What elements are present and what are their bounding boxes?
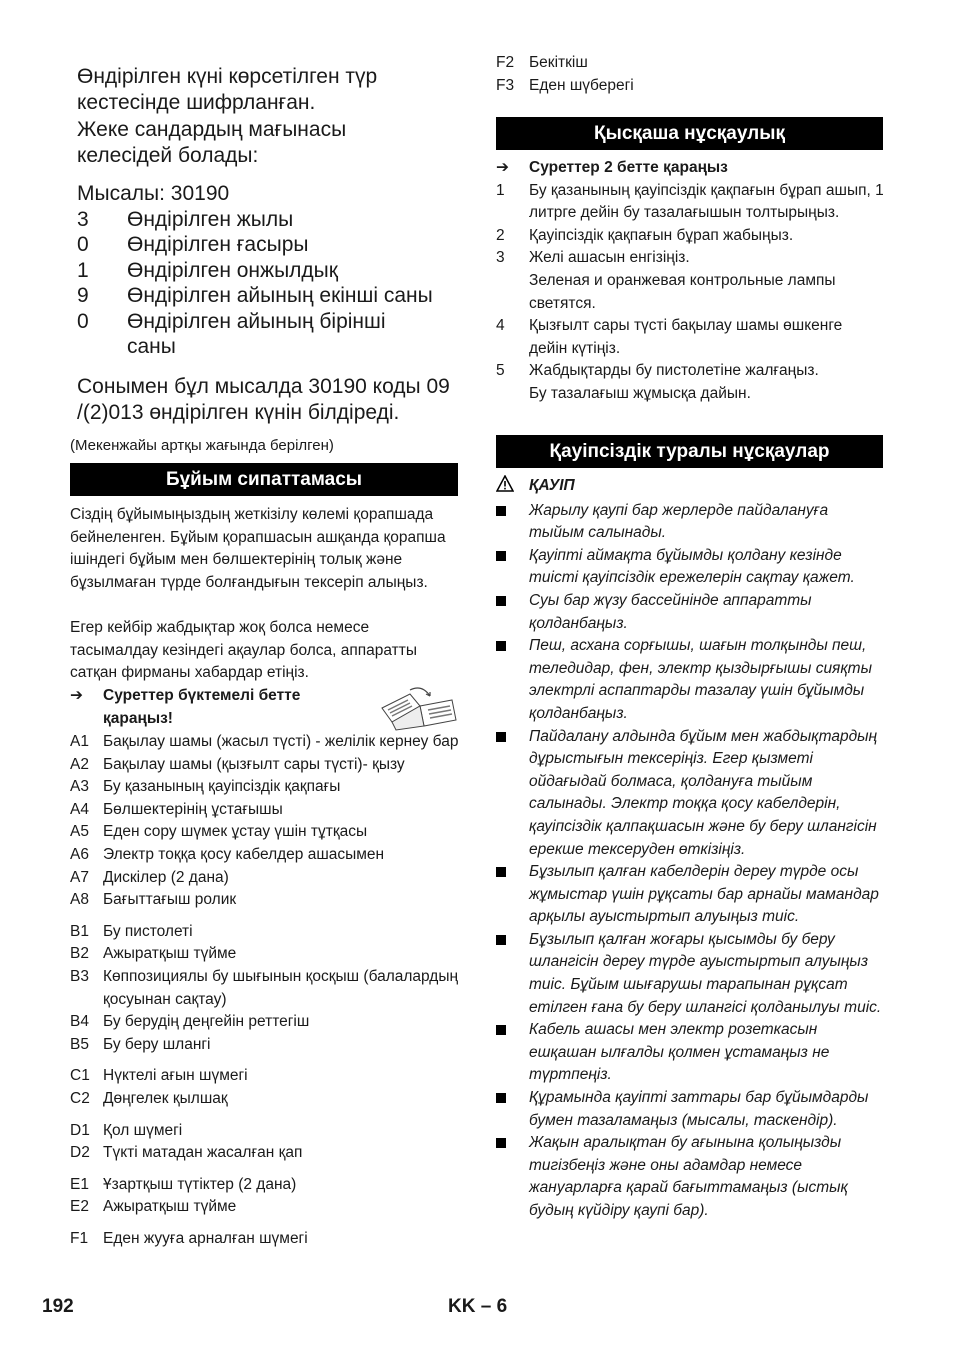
list-gap [70,1056,460,1065]
list-item [70,754,460,777]
date-code-row: 0 Өндірілген айының бірінші саны [77,309,386,358]
step-item [496,247,884,270]
date-code-row: 3 Өндірілген жылы [77,207,294,231]
item-code: D2 [70,1144,90,1162]
item-code: B1 [70,922,89,940]
step-item [496,383,884,406]
step-item [496,270,884,315]
bullet-text: Кабель ашасы мен электр розеткасын ешқашан ылғалды қолмен ұстамаңыз не түртпеңіз. [529,1021,830,1084]
safety-bullet [496,635,884,725]
bullet-square-icon [496,1132,529,1222]
item-code: C2 [70,1089,90,1107]
safety-bullet [496,500,884,545]
item-code: A1 [70,733,89,750]
list-gap [70,1111,460,1120]
item-code: A5 [70,823,89,841]
item-code: C1 [70,1067,90,1085]
item-code: A3 [70,778,89,796]
safety-bullet [496,1019,884,1087]
address-note: (Мекенжайы артқы жағында берілген) [70,437,334,454]
step-number: 4 [496,317,505,335]
intro-text [77,64,467,168]
step-text: Жабдықтарды бу пистолетіне жалғаңыз. [529,362,819,380]
list-item [70,821,460,844]
item-label: Дискілер (2 дана) [103,868,229,886]
bullet-text: Суы бар жүзу бассейнінде аппаратты қолданбаңыз. [529,591,812,632]
bullet-text: Қауіпті аймақта бұйымды қолдану кезінде тиісті қауіпсіздік ережелерін сақтау қажет. [529,546,855,587]
section-header-description: Бұйым сипаттамасы [70,463,458,496]
see-figures-note: ➔ Суреттер бүктемелі бетте қараңыз! [70,685,460,730]
list-item [70,1142,460,1165]
step-item [496,360,884,383]
bullet-text: Жарылу қаупі бар жерлерде пайдалануға тыйым салынады. [529,501,829,542]
arrow-right-icon: ➔ [70,687,83,704]
safety-bullet [496,590,884,635]
list-item [70,1034,460,1057]
item-label: Дөңгелек қылшақ [103,1089,228,1107]
item-code: E2 [70,1198,89,1216]
step-text: Қауіпсіздік қақпағын бұрап жабыңыз. [529,226,794,244]
item-label: Электр тоққа қосу кабелдер ашасымен [103,845,385,863]
intro-line: Өндірілген күні көрсетілген түр [77,65,378,88]
item-code: A4 [70,800,89,818]
bullet-square-icon [496,1019,529,1087]
step-number: 1 [496,181,505,199]
list-item: F3 Еден шүберегі [496,76,634,94]
step-item [496,315,884,360]
list-item [70,921,460,944]
step-item [496,225,884,248]
list-item [70,799,460,822]
item-code: A8 [70,891,89,909]
bullet-square-icon [496,861,529,929]
bullet-square-icon [496,545,529,590]
list-item [70,1088,460,1111]
item-label: Бу берудің деңгейін реттегіш [103,1013,310,1031]
step-text: Желі ашасын енгізіңіз. [529,249,690,267]
item-code: A7 [70,868,89,886]
safety-bullet [496,1132,884,1222]
step-item [496,180,884,225]
page-number: 192 [42,1296,74,1317]
see-page-note: ➔ Суреттер 2 бетте қараңыз [496,157,884,180]
list-gap [70,1165,460,1174]
description-para-1: Сіздің бұйымыңыздың жеткізілу көлемі қорапшада бейнеленген. Бұйым қорапшасын ашқанда қорапша ішіндегі бұйым мен бөлшектерінің толық және бұзылмаған түрде болғандығын тексеріп алыңыз. [70,506,446,591]
intro-line: келесідей болады: [77,143,259,167]
parts-list [70,731,460,1250]
safety-list [496,475,884,1223]
list-item [70,943,460,966]
bullet-square-icon [496,1087,529,1132]
list-item [70,844,460,867]
step-text: Зеленая и оранжевая контрольные лампы светятся. [529,271,836,312]
danger-label-row: ҚАУІП [496,475,884,500]
bullet-text: Пеш, асхана сорғышы, шағын толқынды пеш, теледидар, фен, электр қыздырғышы сияқты электрлі аспаптарды тазалау үшін бұйымды қолданбаңыз. [529,637,872,722]
item-label: Қол шүмегі [103,1121,183,1139]
arrow-right-icon: ➔ [496,159,509,176]
item-label: Көппозициялы бу шығынын қосқыш (балалардың қосуынан сақтау) [103,967,459,1008]
bullet-square-icon [496,726,529,862]
bullet-text: Бұзылып қалған жоғары қысымды бу беру шлангісін дереу түрде ауыстыртып алуыңыз тиіс. Бұйым шығарушы тарапынан рұқсат етілген ғана бу беру шлангісі қолданылуы тиіс. [529,930,882,1016]
bullet-square-icon [496,635,529,725]
item-code: A6 [70,845,89,863]
quick-guide-steps [496,157,884,406]
item-code: B2 [70,945,89,963]
bullet-square-icon [496,500,529,545]
section-header-quick-guide: Қысқаша нұсқаулық [496,117,883,150]
intro-line: Жеке сандардың мағынасы [77,118,347,141]
list-item [70,1120,460,1143]
list-item [70,966,460,1011]
item-code: E1 [70,1175,89,1193]
safety-bullet [496,1087,884,1132]
list-gap [70,1219,460,1228]
list-item [70,1196,460,1219]
item-label: Ажыратқыш түйме [103,1198,237,1216]
item-code: A2 [70,755,89,773]
list-item [70,731,460,754]
date-code-row: 1 Өндірілген онжылдық [77,258,338,282]
step-number: 5 [496,362,505,380]
list-item [70,1174,460,1197]
page-code: KK – 6 [448,1296,508,1317]
date-code-row: 0 Өндірілген ғасыры [77,233,309,256]
date-code-list [77,181,467,360]
safety-bullet [496,861,884,929]
parts-list-continued [496,52,884,97]
bullet-text: Жақын аралықтан бу ағынына қолыңызды тигізбеңіз және оны адамдар немесе жануарларға қарай бағыттамаңыз (ыстық будың күйдіру қаупі бар). [529,1134,848,1219]
intro-line: кестесінде шифрланған. [77,90,316,114]
item-label: Еден сору шүмек ұстау үшін тұтқасы [103,823,368,841]
item-label: Бу қазанының қауіпсіздік қақпағы [103,778,341,796]
bullet-text: Пайдалану алдында бұйым мен жабдықтардың дұрыстығын тексеріңіз. Егер қызметі ойдағыдай болмаса, қолдануға тыйым салынады. Электр тоққа қосу кабелдерін, қауіпсіздік қалпақшасын және бу беру шлангісін ерекше тексеруден өткізіңіз. [529,727,878,858]
item-code: B5 [70,1035,89,1053]
step-text: Бу тазалағыш жұмысқа дайын. [529,384,751,402]
item-label: Бөлшектерінің ұстағышы [103,800,283,818]
item-label: Бу пистолеті [103,922,193,940]
item-label: Бу беру шлангі [103,1035,211,1053]
date-code-row: 9 Өндірілген айының екінші саны [77,284,433,307]
step-number: 3 [496,249,505,267]
list-gap [70,912,460,921]
description-para-2: Егер кейбір жабдықтар жоқ болса немесе тасымалдау кезіндегі ақаулар болса, аппаратты сатқан фирманы хабардар етіңіз. [70,619,418,681]
list-item [70,867,460,890]
list-item [70,1065,460,1088]
item-label: Нүктелі ағын шүмегі [103,1067,248,1085]
list-item [70,1011,460,1034]
warning-triangle-icon [496,475,529,500]
item-label: Бағыттағыш ролик [103,891,237,909]
item-label: Түкті матадан жасалған қап [103,1144,303,1162]
item-label: Ажыратқыш түйме [103,945,237,963]
bullet-text: Құрамында қауіпті заттары бар бұйымдарды бумен тазаламаңыз (мысалы, таскендір). [529,1089,869,1129]
folded-page-icon [380,686,458,737]
safety-bullet [496,545,884,590]
step-text: Бу қазанының қауіпсіздік қақпағын бұрап ашып, 1 литрге дейін бу тазалағышын толтырыңыз. [529,181,884,222]
step-number [496,383,529,406]
step-number [496,270,529,315]
item-code: F1 [70,1229,89,1247]
list-item [70,889,460,912]
bullet-square-icon [496,590,529,635]
item-label: Ұзартқыш түтіктер (2 дана) [103,1175,297,1193]
step-text: Қызғылт сары түсті бақылау шамы өшкенге дейін күтіңіз. [529,317,843,357]
safety-bullet [496,726,884,862]
conclusion-text: Сонымен бұл мысалда 30190 коды 09 /(2)013 өндірілген күнін білдіреді. [77,375,450,424]
item-label: Еден жууға арналған шүмегі [103,1229,308,1247]
list-item [70,776,460,799]
item-label: Бақылау шамы (жасыл түсті) - желілік кернеу бар [103,733,459,750]
bullet-square-icon [496,929,529,1019]
section-header-safety: Қауіпсіздік туралы нұсқаулар [496,435,883,468]
item-label: Бақылау шамы (қызғылт сары түсті)- қызу [103,755,405,773]
safety-bullet [496,929,884,1019]
example-label: Мысалы: 30190 [77,182,230,205]
item-code: B3 [70,967,89,985]
list-item [70,1228,460,1251]
bullet-text: Бұзылып қалған кабелдерін дереу түрде осы жұмыстар үшін рұқсаты бар арнайы мамандар арқылы ауыстыртып алуыңыз тиіс. [529,863,879,926]
step-number: 2 [496,226,505,244]
list-item: F2 Бекіткіш [496,54,588,71]
item-code: B4 [70,1013,89,1031]
item-code: D1 [70,1121,90,1139]
